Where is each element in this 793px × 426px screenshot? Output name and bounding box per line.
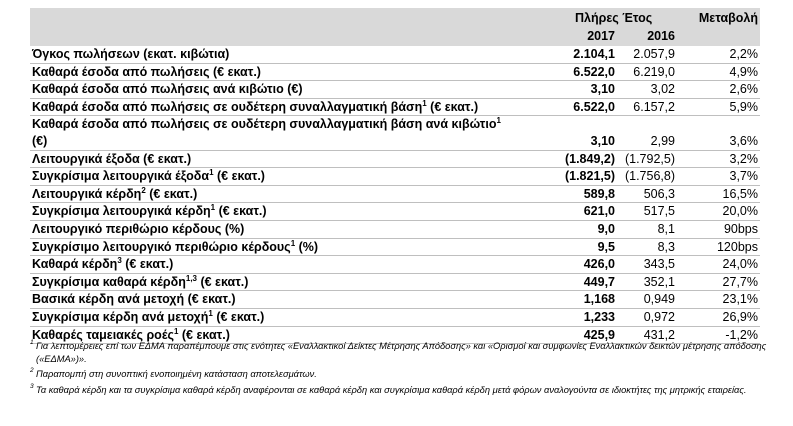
- value-2016: 3,02: [650, 82, 675, 97]
- footnote-ref: 1: [496, 116, 501, 126]
- row-label-unit: (€ εκατ.): [215, 204, 267, 219]
- value-change: 2,2%: [729, 47, 758, 61]
- row-label-unit: (€ εκατ.): [197, 274, 249, 289]
- value-2016: 352,1: [643, 274, 675, 289]
- footnote-ref: 2: [141, 185, 146, 195]
- row-label-text: Καθαρές ταμειακές ροές: [32, 327, 174, 342]
- row-label-text: Λειτουργικό περιθώριο κέρδους (%): [32, 221, 245, 236]
- value-2017: (1.849,2): [564, 151, 615, 166]
- value-2017: 3,10: [590, 133, 615, 148]
- footnote-ref: 1: [422, 98, 427, 108]
- row-label-unit: (€ εκατ.): [145, 186, 198, 201]
- footnote-mark: 1: [30, 339, 34, 346]
- value-2017: 6.522,0: [573, 64, 615, 79]
- row-label: [30, 116, 512, 149]
- footnote-text: Παραπομπή στη συνοπτική ενοποιημένη κατάσταση αποτελεσμάτων.: [36, 369, 317, 379]
- table-row: [30, 116, 760, 150]
- value-change: 3,7%: [729, 169, 758, 184]
- row-label-unit: (€ εκατ.): [213, 169, 265, 184]
- value-change: 90bps: [723, 221, 758, 236]
- row-label-text: Συγκρίσιμα λειτουργικά κέρδη: [32, 204, 211, 219]
- row-label-text: Συγκρίσιμα κέρδη ανά μετοχή: [32, 309, 209, 324]
- row-label-text: Λειτουργικά κέρδη: [32, 186, 142, 201]
- value-2016: 517,5: [643, 204, 675, 219]
- row-label: [30, 309, 512, 326]
- value-2016: 506,3: [643, 186, 675, 201]
- row-label-text: Καθαρά έσοδα από πωλήσεις ανά κιβώτιο (€): [32, 82, 303, 97]
- value-2017: 425,9: [583, 327, 615, 342]
- value-2016: 8,3: [657, 239, 675, 254]
- footnote-text: Για λεπτομέρειες επί των ΕΔΜΑ παραπέμπουμε στις ενότητες «Εναλλακτικοί Δείκτες Μέτρησης Απόδοσης» και «Ορισμοί και συμφωνίες Εναλλακτικών δεικτών μέτρησης απόδοσης («ΕΔΜΑ»)».: [36, 341, 767, 364]
- row-label-unit: (€ εκατ.): [426, 99, 479, 114]
- value-2017: 6.522,0: [573, 99, 615, 114]
- value-2017: 9,5: [597, 239, 615, 254]
- table-row: [30, 64, 760, 82]
- value-change: 120bps: [716, 239, 758, 254]
- row-label: [30, 64, 512, 81]
- value-change: 23,1%: [722, 292, 758, 307]
- row-label: [30, 291, 512, 308]
- footnote-ref: 1: [208, 308, 213, 318]
- value-change: 3,2%: [729, 151, 758, 166]
- value-2017: 1,168: [583, 292, 615, 307]
- row-label: [30, 274, 512, 291]
- value-change: 27,7%: [722, 274, 758, 289]
- value-change: 24,0%: [722, 257, 758, 272]
- footnote-ref: 3: [117, 255, 122, 265]
- row-label-text: Καθαρά έσοδα από πωλήσεις σε ουδέτερη συναλλαγματική βάση: [32, 99, 423, 114]
- row-label-text: Βασικά κέρδη ανά μετοχή (€ εκατ.): [32, 292, 236, 307]
- table-row: [30, 168, 760, 186]
- row-label: [30, 221, 512, 238]
- row-label-text: Καθαρά έσοδα από πωλήσεις σε ουδέτερη συναλλαγματική βάση ανά κιβώτιο: [32, 117, 497, 132]
- value-change: -1,2%: [725, 327, 758, 342]
- table-row: [30, 46, 760, 64]
- value-2016: 6.219,0: [633, 64, 675, 79]
- table-body: [30, 46, 760, 344]
- value-2016: 431,2: [643, 327, 675, 342]
- footnote-ref: 1: [209, 168, 214, 177]
- row-label-text: Συγκρίσιμο λειτουργικό περιθώριο κέρδους: [32, 239, 291, 254]
- value-2016: 343,5: [643, 257, 675, 272]
- row-label-unit: (€ εκατ.): [121, 257, 174, 272]
- footnote: [30, 384, 770, 397]
- value-2017: 3,10: [590, 82, 615, 97]
- value-change: 4,9%: [729, 64, 758, 79]
- table-row: [30, 151, 760, 169]
- table-header-row-2: [30, 28, 760, 46]
- row-label-unit: (%): [295, 239, 319, 254]
- table-row: [30, 81, 760, 99]
- header-year-2017: 2017: [587, 29, 615, 43]
- row-label: [30, 99, 512, 116]
- header-year-2016: 2016: [647, 29, 675, 43]
- row-label: [30, 81, 512, 98]
- value-2017: 589,8: [583, 186, 615, 201]
- row-label-unit: (€): [32, 133, 48, 148]
- value-2016: 2,99: [650, 133, 675, 148]
- table-row: [30, 256, 760, 274]
- footnote-ref: 1: [173, 326, 179, 336]
- table-row: [30, 239, 760, 257]
- footnote: [30, 340, 770, 365]
- value-2016: 6.157,2: [633, 99, 675, 114]
- table-row: [30, 221, 760, 239]
- row-label-text: Συγκρίσιμα καθαρά κέρδη: [32, 274, 186, 289]
- table-row: [30, 186, 760, 204]
- value-2016: (1.756,8): [624, 169, 675, 184]
- footnote-ref: 1,3: [185, 273, 197, 283]
- footnote: [30, 368, 770, 381]
- header-full-year: Πλήρες Έτος: [575, 11, 653, 25]
- table-header-row-1: [30, 8, 760, 28]
- row-label: [30, 186, 512, 203]
- table-row: [30, 309, 760, 327]
- footnote-mark: 2: [30, 367, 34, 374]
- value-2017: 621,0: [583, 204, 615, 219]
- value-2016: 2.057,9: [633, 47, 675, 61]
- value-2016: 0,972: [643, 309, 675, 324]
- row-label: [30, 46, 512, 63]
- header-change: Μεταβολή: [698, 11, 758, 25]
- value-2017: 1,233: [583, 309, 615, 324]
- table-row: [30, 203, 760, 221]
- value-2016: (1.792,5): [624, 151, 675, 166]
- footnotes: [30, 340, 770, 399]
- table-row: [30, 274, 760, 292]
- value-2016: 0,949: [643, 292, 675, 307]
- row-label-text: Λειτουργικά έξοδα (€ εκατ.): [32, 151, 192, 166]
- financial-table: [30, 8, 760, 344]
- row-label: [30, 151, 512, 168]
- value-2017: 449,7: [583, 274, 615, 289]
- row-label-unit: (€ εκατ.): [178, 327, 230, 342]
- footnote-ref: 1: [210, 203, 216, 213]
- value-2017: 9,0: [597, 221, 615, 236]
- footnote-mark: 3: [30, 382, 34, 390]
- row-label-text: Όγκος πωλήσεων (εκατ. κιβώτια): [32, 47, 230, 61]
- row-label: [30, 203, 512, 220]
- row-label-text: Καθαρά κέρδη: [32, 257, 118, 272]
- row-label-text: Συγκρίσιμα λειτουργικά έξοδα: [32, 169, 210, 184]
- row-label: [30, 239, 512, 256]
- value-2016: 8,1: [657, 221, 675, 236]
- row-label: [30, 168, 512, 185]
- row-label: [30, 256, 512, 273]
- value-2017: (1.821,5): [564, 169, 615, 184]
- value-change: 20,0%: [722, 204, 758, 219]
- row-label-text: Καθαρά έσοδα από πωλήσεις (€ εκατ.): [32, 64, 261, 79]
- table-row: [30, 291, 760, 309]
- value-2017: 426,0: [583, 257, 615, 272]
- value-change: 5,9%: [729, 99, 758, 114]
- footnote-ref: 1: [290, 238, 296, 248]
- row-label-unit: (€ εκατ.): [212, 309, 265, 324]
- value-change: 3,6%: [729, 133, 758, 148]
- footnote-text: Τα καθαρά κέρδη και τα συγκρίσιμα καθαρά κέρδη αναφέρονται σε καθαρά κέρδη και συγκρίσιμα καθαρά κέρδη μετά φόρων αναλογούντα σε ιδιοκτήτες της μητρικής εταιρείας.: [36, 384, 747, 395]
- value-change: 16,5%: [722, 186, 758, 201]
- table-row: [30, 99, 760, 117]
- value-change: 2,6%: [729, 82, 758, 97]
- value-2017: 2.104,1: [573, 47, 615, 61]
- value-change: 26,9%: [722, 309, 758, 324]
